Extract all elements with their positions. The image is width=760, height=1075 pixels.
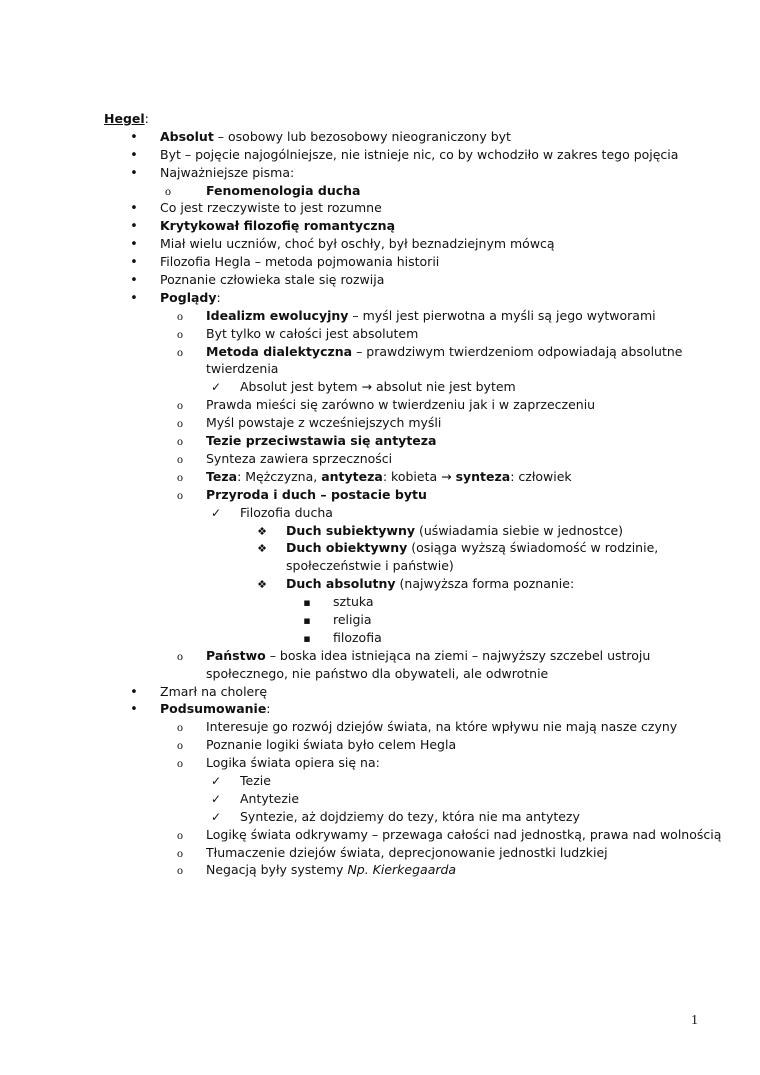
list-item-text (160, 253, 439, 271)
text-run: (uświadamia siebie w jednostce) (415, 522, 624, 538)
list-item (104, 468, 714, 486)
list-item-text (286, 539, 714, 575)
list-item-text (160, 271, 384, 289)
list-item (104, 199, 714, 217)
list-item-text (160, 146, 678, 164)
diamond-marker-icon (255, 575, 269, 594)
list-item-text (206, 754, 380, 772)
text-run: – prawdziwym twierdzeniom odpowiadają absolutne twierdzenia (206, 343, 683, 377)
square-marker-icon (300, 611, 314, 630)
list-item (104, 522, 714, 540)
list-item (104, 378, 714, 396)
list-item-text (160, 164, 294, 182)
bullet-marker-icon (127, 700, 141, 719)
list-item (104, 217, 714, 235)
list-item (104, 325, 714, 343)
text-run: religia (333, 611, 372, 627)
bold-text: synteza (455, 468, 511, 484)
list-item-text (206, 718, 677, 736)
circle-marker-icon (173, 754, 187, 773)
circle-marker-icon (173, 486, 187, 505)
list-item-text (333, 611, 372, 629)
document-body (104, 110, 722, 879)
circle-marker-icon (173, 736, 187, 755)
check-marker-icon (209, 378, 223, 397)
list-item (104, 307, 714, 325)
list-item (104, 343, 714, 379)
list-item-text (160, 235, 555, 253)
circle-marker-icon (173, 414, 187, 433)
list-item (104, 253, 714, 271)
list-item-text (160, 683, 267, 701)
bullet-marker-icon (127, 217, 141, 236)
list-item (104, 235, 714, 253)
check-marker-icon (209, 504, 223, 523)
bold-text: Duch subiektywny (286, 522, 416, 538)
list-item-text (286, 575, 574, 593)
text-run: – myśl jest pierwotna a myśli są jego wytworami (348, 307, 656, 323)
text-run: Logika świata opiera się na: (206, 755, 380, 771)
list-item (104, 790, 714, 808)
heading-title: Hegel (104, 111, 145, 126)
text-run: : człowiek (510, 468, 572, 484)
list-item (104, 772, 714, 790)
check-marker-icon (209, 790, 223, 809)
list-item (104, 486, 714, 504)
text-run: – osobowy lub bezosobowy nieograniczony byt (213, 128, 511, 144)
circle-marker-icon (173, 307, 187, 326)
text-run: – boska idea istniejąca na ziemi – najwyższy szczebel ustroju społecznego, nie państwo dla obywateli, ale odwrotnie (206, 647, 651, 681)
bold-text: Państwo (206, 647, 266, 663)
list-item (104, 844, 714, 862)
list-item (104, 700, 714, 718)
list-item (104, 432, 714, 450)
page-number: 1 (691, 1013, 698, 1028)
list-item (104, 450, 714, 468)
bullet-marker-icon (127, 128, 141, 147)
bullet-marker-icon (127, 199, 141, 218)
bold-text: Duch absolutny (286, 576, 396, 592)
list-item (104, 146, 714, 164)
circle-marker-icon (173, 468, 187, 487)
circle-marker-icon (173, 826, 187, 845)
circle-marker-icon (173, 718, 187, 737)
list-item-text (206, 414, 441, 432)
text-run: Syntezie, aż dojdziemy do tezy, która nie ma antytezy (240, 808, 580, 824)
list-item (104, 736, 714, 754)
text-run: Zmarł na cholerę (160, 683, 268, 699)
text-run: Interesuje go rozwój dziejów świata, na które wpływu nie mają nasze czyny (206, 719, 678, 735)
list-item-text (240, 378, 516, 396)
list-item-text (206, 647, 714, 683)
list-item-text (206, 736, 456, 754)
bold-text: Metoda dialektyczna (206, 343, 353, 359)
bold-text: Krytykował filozofię romantyczną (160, 218, 396, 234)
list-item (104, 164, 714, 182)
list-item (104, 647, 714, 683)
check-marker-icon (209, 772, 223, 791)
heading-colon: : (144, 111, 149, 126)
outline-list (104, 128, 722, 879)
list-item-text (240, 790, 299, 808)
bullet-marker-icon (127, 146, 141, 165)
bullet-marker-icon (127, 164, 141, 183)
text-run: Absolut jest bytem → absolut nie jest bytem (240, 379, 516, 395)
text-run: : (216, 289, 221, 305)
text-run: (osiąga wyższą świadomość w rodzinie, społeczeństwie i państwie) (286, 540, 659, 574)
circle-marker-icon (173, 844, 187, 863)
bold-text: Fenomenologia ducha (206, 182, 361, 198)
bold-text: Idealizm ewolucyjny (206, 307, 349, 323)
text-run: : kobieta → (382, 468, 456, 484)
list-item-text (206, 325, 418, 343)
list-item (104, 683, 714, 701)
list-item (104, 718, 714, 736)
diamond-marker-icon (255, 539, 269, 558)
italic-text: Np. Kierkegaarda (347, 862, 457, 878)
list-item-text (206, 468, 572, 486)
bold-text: Absolut (160, 128, 214, 144)
list-item-text (160, 700, 271, 718)
text-run: Tłumaczenie dziejów świata, deprecjonowanie jednostki ludzkiej (206, 844, 608, 860)
list-item-text (206, 844, 608, 862)
list-item (104, 504, 714, 522)
circle-marker-icon (173, 432, 187, 451)
diamond-marker-icon (255, 522, 269, 541)
list-item-text (206, 432, 437, 450)
text-run: filozofia (333, 629, 382, 645)
list-item (104, 414, 714, 432)
text-run: Miał wielu uczniów, choć był oschły, był beznadziejnym mówcą (160, 236, 555, 252)
list-item (104, 629, 714, 647)
list-item-text (206, 307, 656, 325)
list-item (104, 593, 714, 611)
list-item-text (240, 808, 580, 826)
bold-text: Tezie przeciwstawia się antyteza (206, 433, 437, 449)
text-run: Logikę świata odkrywamy – przewaga całości nad jednostką, prawa nad wolnością (206, 826, 722, 842)
circle-marker-icon (161, 182, 175, 201)
text-run: Co jest rzeczywiste to jest rozumne (160, 200, 382, 216)
check-marker-icon (209, 808, 223, 827)
text-run: Myśl powstaje z wcześniejszych myśli (206, 415, 442, 431)
list-item (104, 826, 722, 844)
text-run: Byt – pojęcie najogólniejsze, nie istnieje nic, co by wchodziło w zakres tego pojęcia (160, 146, 679, 162)
bold-text: Podsumowanie (160, 701, 267, 717)
list-item-text (206, 343, 714, 379)
list-item-text (206, 450, 392, 468)
list-item (104, 575, 714, 593)
bold-text: Poglądy (160, 289, 217, 305)
list-item (104, 128, 714, 146)
list-item (104, 396, 714, 414)
bold-text: Przyroda i duch – postacie bytu (206, 486, 427, 502)
square-marker-icon (300, 593, 314, 612)
text-run: Tezie (240, 773, 271, 788)
bullet-marker-icon (127, 271, 141, 290)
document-heading (104, 110, 714, 128)
text-run: Byt tylko w całości jest absolutem (206, 325, 419, 341)
text-run: : (266, 701, 271, 717)
list-item (104, 182, 714, 200)
list-item-text (286, 522, 623, 540)
text-run: Negacją były systemy (206, 862, 348, 878)
list-item (104, 861, 714, 879)
list-item-text (206, 861, 456, 879)
circle-marker-icon (173, 450, 187, 469)
bullet-marker-icon (127, 289, 141, 308)
list-item-text (206, 182, 360, 200)
circle-marker-icon (173, 325, 187, 344)
text-run: sztuka (333, 594, 374, 610)
list-item-text (333, 593, 374, 611)
text-run: (najwyższa forma poznanie: (395, 576, 575, 592)
bold-text: antyteza (321, 468, 383, 484)
list-item (104, 808, 714, 826)
bullet-marker-icon (127, 253, 141, 272)
list-item-text (206, 486, 427, 504)
list-item (104, 539, 714, 575)
list-item-text (160, 199, 382, 217)
bullet-marker-icon (127, 235, 141, 254)
square-marker-icon (300, 629, 314, 648)
list-item-text (160, 217, 395, 235)
list-item-text (206, 396, 595, 414)
list-item (104, 611, 714, 629)
list-item-text (240, 504, 333, 522)
text-run: : Mężczyzna, (237, 468, 322, 484)
bold-text: Duch obiektywny (286, 540, 408, 556)
list-item-text (240, 772, 271, 790)
circle-marker-icon (173, 647, 187, 666)
list-item-text (160, 128, 511, 146)
text-run: Poznanie logiki świata było celem Hegla (206, 737, 457, 753)
list-item (104, 754, 714, 772)
bold-text: Teza (206, 468, 238, 484)
list-item-text (160, 289, 221, 307)
text-run: Najważniejsze pisma: (160, 164, 295, 180)
text-run: Filozofia Hegla – metoda pojmowania historii (160, 254, 440, 270)
list-item-text (206, 826, 721, 844)
text-run: Synteza zawiera sprzeczności (206, 450, 393, 466)
list-item (104, 271, 714, 289)
text-run: Prawda mieści się zarówno w twierdzeniu jak i w zaprzeczeniu (206, 397, 596, 413)
list-item-text (333, 629, 382, 647)
text-run: Poznanie człowieka stale się rozwija (160, 272, 385, 288)
circle-marker-icon (173, 396, 187, 415)
circle-marker-icon (173, 861, 187, 880)
text-run: Filozofia ducha (240, 504, 333, 520)
list-item (104, 289, 714, 307)
text-run: Antytezie (240, 790, 300, 806)
bullet-marker-icon (127, 683, 141, 702)
circle-marker-icon (173, 343, 187, 362)
